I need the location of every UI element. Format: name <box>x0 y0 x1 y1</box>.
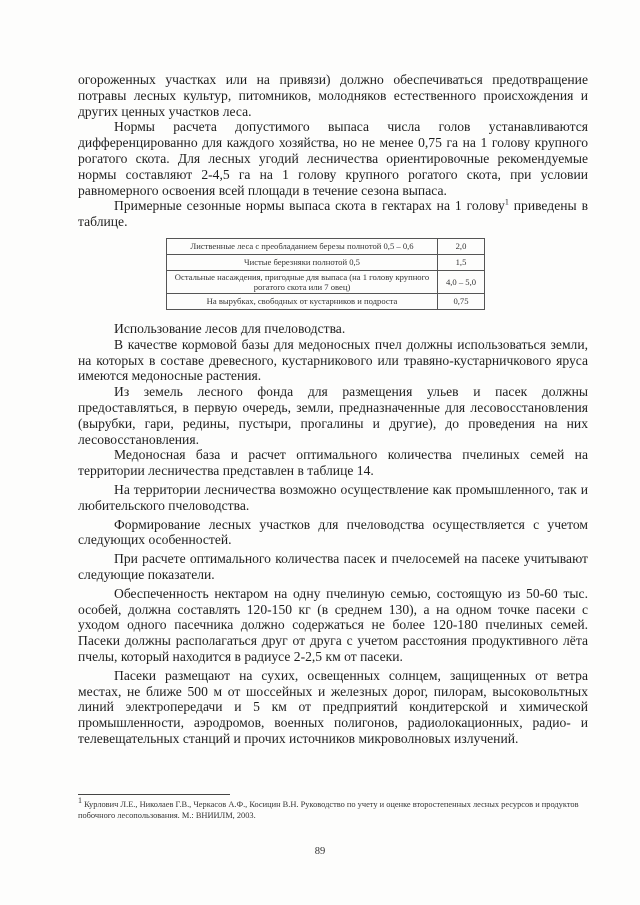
table-cell-label: Чистые березняки полнотой 0,5 <box>167 254 438 270</box>
paragraph-nectar-supply: Обеспеченность нектаром на одну пчелиную семью, состоящую из 50-60 тыс. особей, должна составлять 120-150 кг (в среднем 130), а на одном точке пасеки с уходом одного пасечника должно содержаться не более 120-180 пчелиных семей. Пасеки должны располагаться друг от друга с учетом расстояния продуктивного лёта пчелы, который находится в радиусе 2-2,5 км от пасеки. <box>78 585 588 664</box>
paragraph-beekeeping-types: На территории лесничества возможно осуществление как промышленного, так и любительского пчеловодства. <box>78 481 588 513</box>
footnote-divider <box>78 794 230 795</box>
paragraph-table-intro <box>78 198 588 230</box>
footnote <box>78 796 590 821</box>
footnote-marker: 1 <box>78 796 82 806</box>
table-row <box>167 293 485 309</box>
table-cell-value: 1,5 <box>438 254 485 270</box>
footnote-text: Курлович Л.Е., Николаев Г.В., Черкасов А.Ф., Косицин В.Н. Руководство по учету и оценке второстепенных лесных ресурсов и продуктов побочного лесопользования. М.: ВНИИЛМ, 2003. <box>78 800 579 820</box>
table-cell-value: 2,0 <box>438 238 485 254</box>
table-row <box>167 238 485 254</box>
paragraph-grazing-protection: огороженных участках или на привязи) должно обеспечиваться предотвращение потравы лесных культур, питомников, молодняков естественного происхождения и других ценных участков леса. <box>78 72 588 119</box>
paragraph-plot-formation: Формирование лесных участков для пчеловодства осуществляется с учетом следующих особенностей. <box>78 516 588 548</box>
paragraph-land-allocation: Из земель лесного фонда для размещения ульев и пасек должны предоставляться, в первую очередь, земли, предназначенные для лесовосстановления (вырубки, гари, редины, пустыри, прогалины и другие), до проведения на них лесовосстановления. <box>78 384 588 447</box>
paragraph-honey-base: Медоносная база и расчет оптимального количества пчелиных семей на территории лесничества представлен в таблице 14. <box>78 447 588 479</box>
grazing-norms-table <box>166 238 485 310</box>
table-row <box>167 254 485 270</box>
table-cell-value: 0,75 <box>438 293 485 309</box>
paragraph-grazing-norms: Нормы расчета допустимого выпаса числа голов устанавливаются дифференцированно для каждого хозяйства, но не менее 0,75 га на 1 голову крупного рогатого скота. Для лесных угодий лесничества ориентировочные рекомендуемые нормы составляют 2-4,5 га на 1 голову крупного рогатого скота, при условии равномерного освоения всей площади в течение сезона выпаса. <box>78 119 588 198</box>
table-cell-label: Лиственные леса с преобладанием березы полнотой 0,5 – 0,6 <box>167 238 438 254</box>
footnote-reference: 1 <box>504 197 509 207</box>
table-cell-value: 4,0 – 5,0 <box>438 270 485 293</box>
table-intro-tail: приведены в таблице. <box>78 198 588 230</box>
paragraph-calculation-indicators: При расчете оптимального количества пасек и пчелосемей на пасеке учитывают следующие показатели. <box>78 551 588 582</box>
table-row <box>167 270 485 293</box>
paragraph-forage-base: В качестве кормовой базы для медоносных пчел должны использоваться земли, на которых в составе древесного, кустарникового или травяно-кустарничкового яруса имеются медоносные растения. <box>78 336 588 384</box>
page-body <box>78 72 588 747</box>
section-heading-beekeeping: Использование лесов для пчеловодства. <box>114 320 346 336</box>
page-number: 89 <box>314 846 326 857</box>
table-cell-label: Остальные насаждения, пригодные для выпаса (на 1 голову крупного рогатого скота или 7 овец) <box>167 270 438 293</box>
table-intro-text: Примерные сезонные нормы выпаса скота в гектарах на 1 голову <box>114 198 505 214</box>
paragraph-apiary-placement: Пасеки размещают на сухих, освещенных солнцем, защищенных от ветра местах, не ближе 500 м от шоссейных и железных дорог, пилорам, высоковольтных линий электропередачи и 5 км от предприятий кондитерской и химической промышленности, аэродромов, военных полигонов, радиолокационных, радио- и телевещательных станций и прочих источников микроволновых излучений. <box>78 667 588 746</box>
table-cell-label: На вырубках, свободных от кустарников и подроста <box>167 293 438 309</box>
